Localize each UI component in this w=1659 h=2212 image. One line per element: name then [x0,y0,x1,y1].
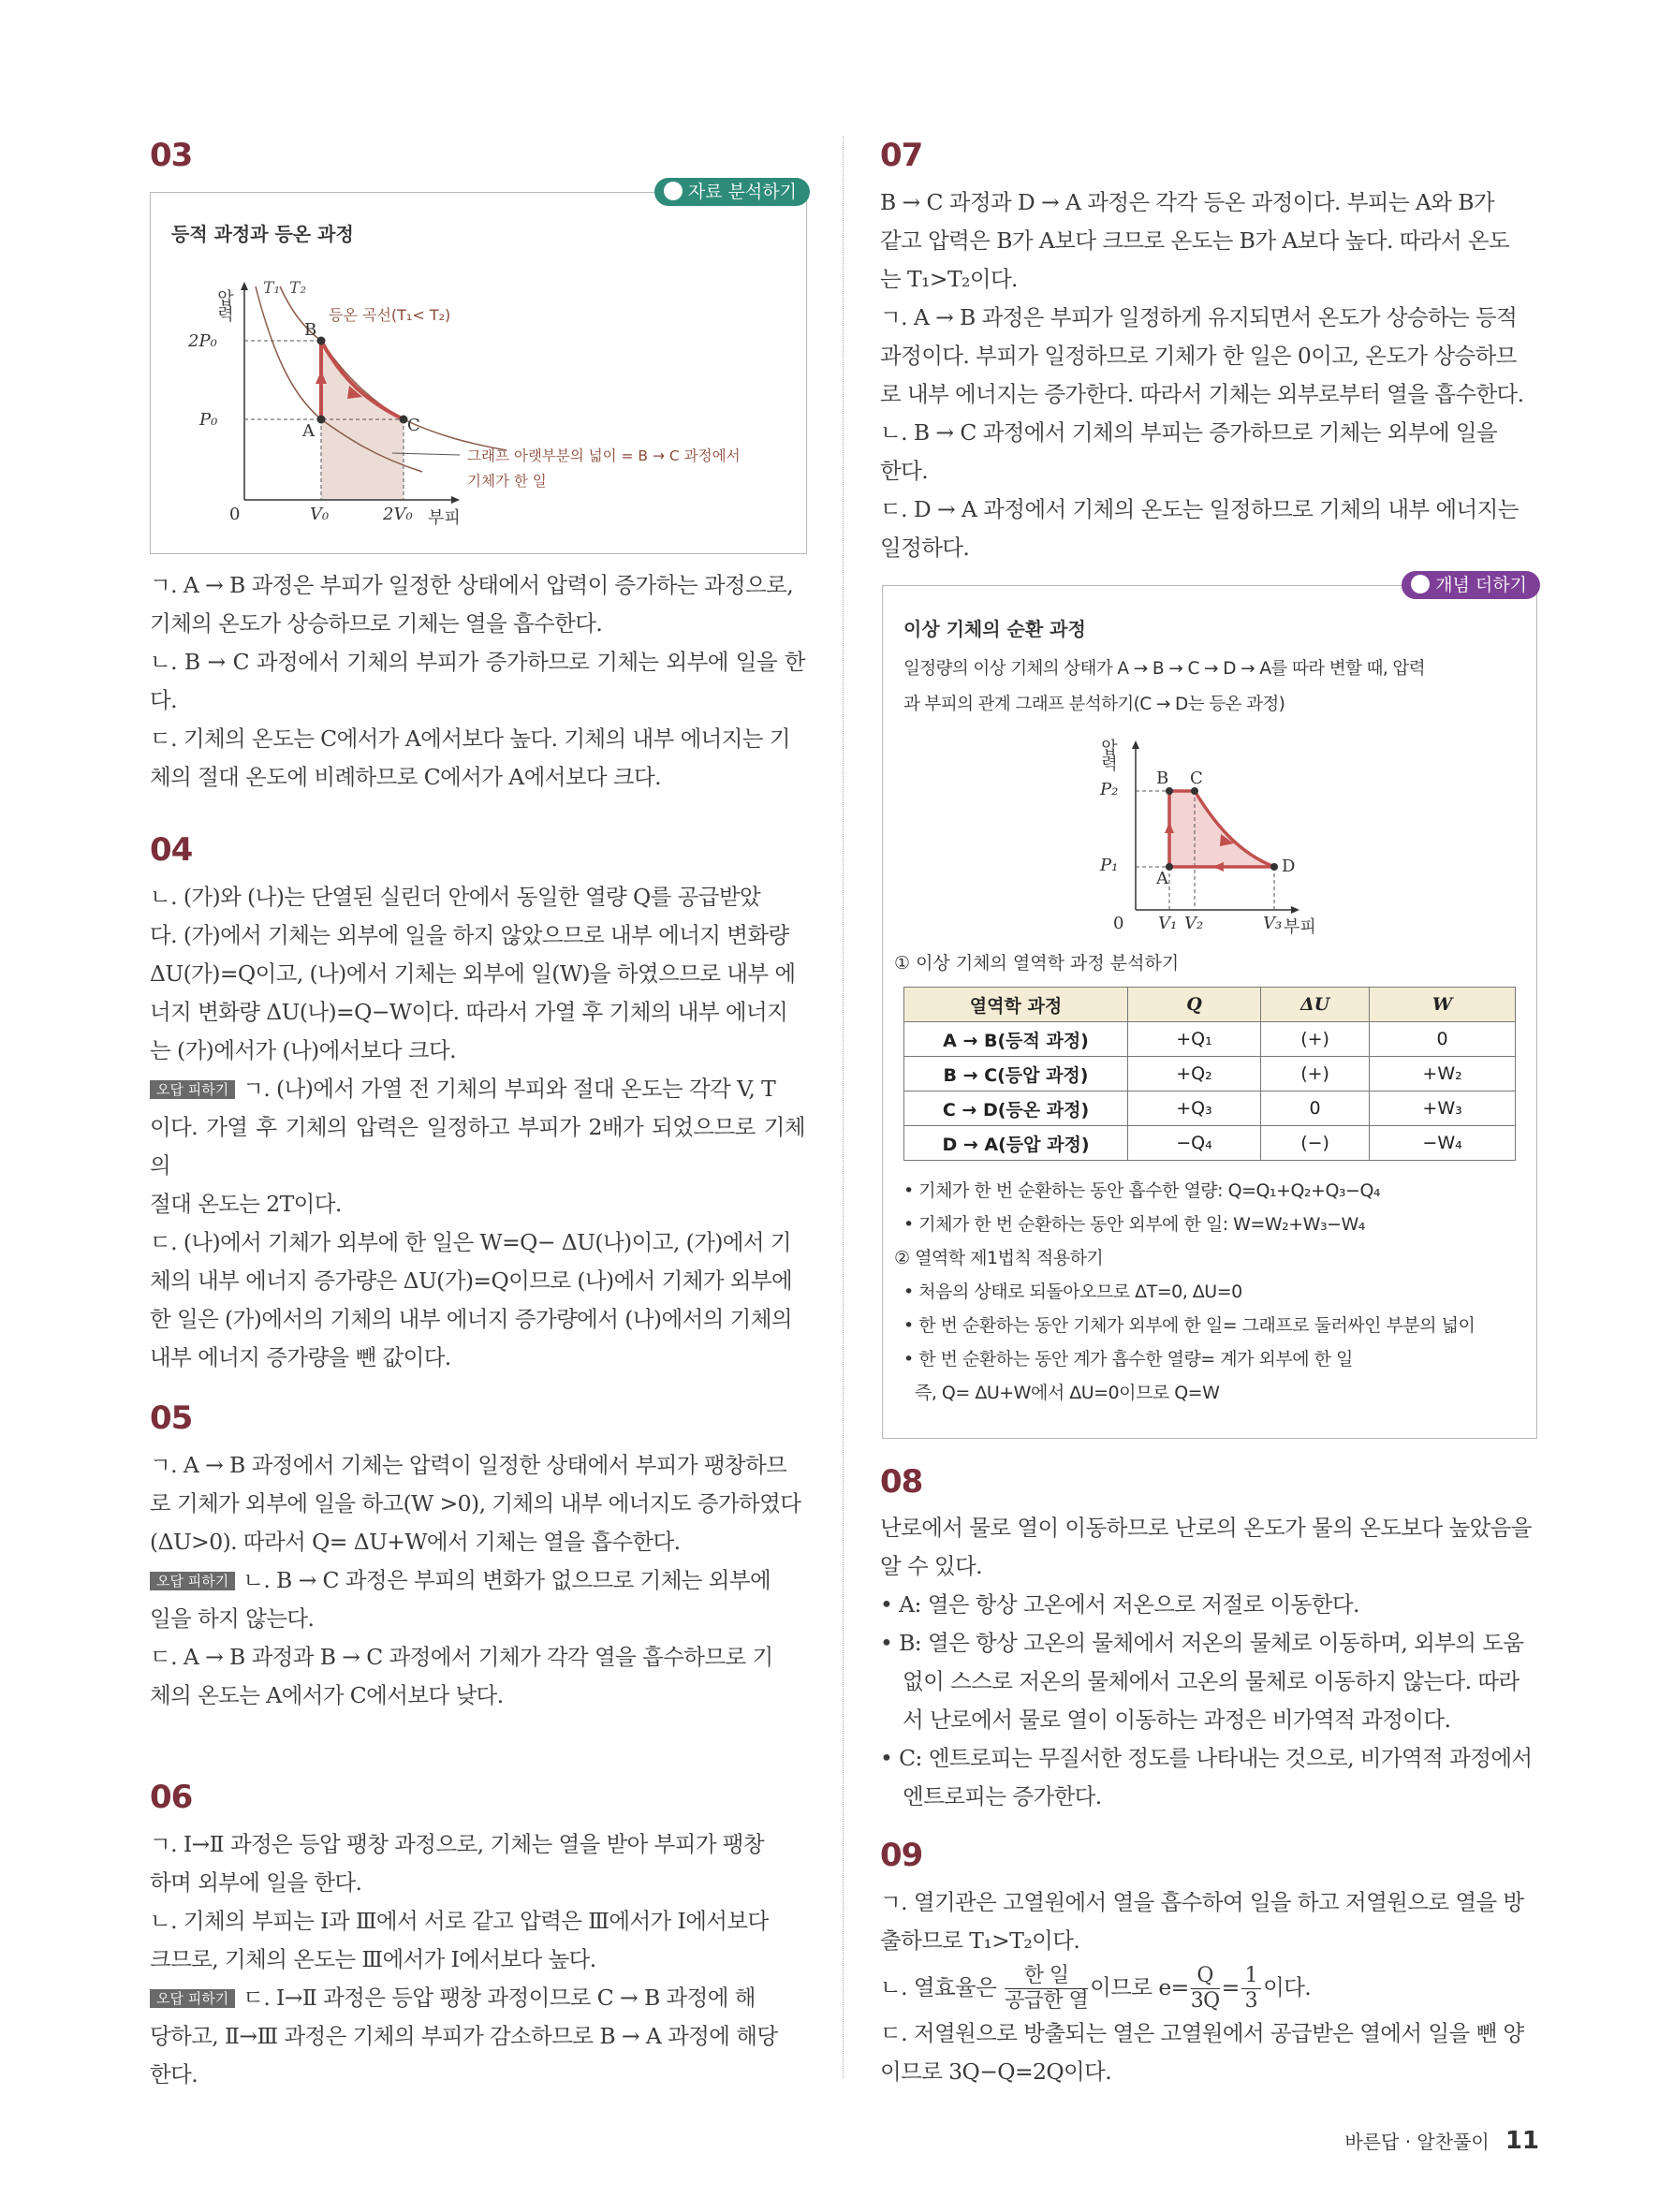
q07-xlabel: 부피 [1284,917,1316,937]
q07-tick-v3: V₃ [1263,914,1283,933]
q03-tick-2p0: 2P₀ [188,331,217,351]
q03-answer [150,566,805,797]
q04-line-2: 다. (가)에서 기체는 외부에 일을 하지 않았으므로 내부 에너지 변화량 [150,922,789,948]
q07-line-3: 는 T₁>T₂이다. [880,266,1018,292]
q08-line-4: • B: 열은 항상 고온의 물체에서 저온의 물체로 이동하며, 외부의 도움 [880,1630,1524,1656]
q05-line-2: 로 기체가 외부에 일을 하고(W >0), 기체의 내부 에너지도 증가하였다 [150,1490,801,1516]
q07-point-d [1270,863,1278,871]
q09-line-3: ㄴ. 열효율은 $\frac{\text{한 일}}{\text{공급한 열}}$ 이므로 e= $\frac{Q}{3Q}$ = $\frac{1}{3}$ 이다. [880,1964,1312,2013]
q05-line-7: 체의 온도는 A에서가 C에서보다 낮다. [150,1682,504,1708]
q09-fraction-q: $\frac{Q}{3Q}$ [1190,1964,1220,2013]
q07-th-q: Q [1128,988,1261,1022]
page-footer [1344,2127,1539,2155]
q07-line-6: 로 내부 에너지는 증가한다. 따라서 기체는 외부로부터 열을 흡수한다. [880,381,1524,407]
q06-line-3: ㄴ. 기체의 부피는 Ⅰ과 Ⅲ에서 서로 같고 압력은 Ⅲ에서가 Ⅰ에서보다 [150,1908,769,1934]
q03-box-title: 등적 과정과 등온 과정 [171,223,354,245]
list-item: • 기체가 한 번 순환하는 동안 흡수한 열량: Q=Q₁+Q₂+Q₃−Q₄ [903,1180,1381,1201]
q03-shaded-region [321,341,404,500]
q09-answer [880,1883,1535,2091]
q03-point-a [317,416,326,424]
q07-bullets1 [903,1174,1380,1241]
q09-number: 09 [880,1837,923,1874]
q05-number: 05 [150,1399,193,1437]
footer-label: 바른답 · 알찬풀이 [1344,2131,1490,2153]
q03-pv-graph [151,193,806,553]
q03-label-c: C [407,416,420,435]
q05-answer [150,1446,805,1715]
q07-line-4: ㄱ. A → B 과정은 부피가 일정하게 유지되면서 온도가 상승하는 등적 [880,304,1518,330]
q03-label-a: A [302,421,315,441]
q07-ylabel: 압력 [1101,739,1118,774]
q09-line-1: ㄱ. 열기관은 고열원에서 열을 흡수하여 일을 하고 저열원으로 열을 방 [880,1889,1524,1915]
q03-annotation-line2: 기체가 한 일 [467,473,547,490]
q07-label-a: A [1156,869,1168,888]
q06-answer [150,1825,805,2094]
q03-y-arrow [241,282,248,290]
q04-line-12: 내부 에너지 증가량을 뺀 값이다. [150,1344,451,1370]
q04-line-7: 이다. 가열 후 기체의 압력은 일정하고 부피가 2배가 되었으므로 기체의 [150,1114,805,1179]
q05-badge: 오답 피하기 [150,1572,235,1590]
q05-line-1: ㄱ. A → B 과정에서 기체는 압력이 일정한 상태에서 부피가 팽창하므 [150,1452,787,1478]
q06-number: 06 [150,1779,193,1816]
list-item: • 기체가 한 번 순환하는 동안 외부에 한 일: W=W₂+W₃−W₄ [903,1214,1365,1235]
q03-origin: 0 [229,505,241,524]
q03-x-arrow [451,496,460,504]
q08-line-6: 서 난로에서 물로 열이 이동하는 과정은 비가역적 과정이다. [903,1707,1451,1733]
q08-line-8: 엔트로피는 증가한다. [903,1783,1102,1809]
q08-line-3: • A: 열은 항상 고온에서 저온으로 저절로 이동한다. [880,1591,1359,1618]
q04-line-1: ㄴ. (가)와 (나)는 단열된 실린더 안에서 동일한 열량 Q를 공급받았 [150,884,761,910]
q03-point-b [317,337,326,345]
q06-line-2: 하며 외부에 일을 한다. [150,1869,362,1896]
q04-number: 04 [150,831,193,869]
q07-line-7: ㄴ. B → C 과정에서 기체의 부피는 증가하므로 기체는 외부에 일을 [880,419,1498,446]
q04-line-8: 절대 온도는 2T이다. [150,1191,342,1217]
q07-table-header [904,988,1516,1022]
q07-th-w: W [1370,988,1516,1022]
q06-badge: 오답 피하기 [150,1989,235,2008]
q06-line-5: 오답 피하기 ㄷ. Ⅰ→Ⅱ 과정은 등압 팽창 과정이므로 C → B 과정에 해 [150,1979,805,2017]
q04-badge: 오답 피하기 [150,1080,235,1099]
q07-tag: 개념 더하기 [1402,571,1540,599]
q07-th-process: 열역학 과정 [904,988,1128,1022]
q09-line-5: 이므로 3Q−Q=2Q이다. [880,2058,1112,2085]
q07-process-table [903,987,1516,1161]
q06-line-1: ㄱ. Ⅰ→Ⅱ 과정은 등압 팽창 과정으로, 기체는 열을 받아 부피가 팽창 [150,1831,765,1857]
q04-line-11: 한 일은 (가)에서의 기체의 내부 에너지 증가량에서 (나)에서의 기체의 [150,1306,792,1332]
table-row: B → C(등압 과정) +Q₂ (+) +W₂ [904,1057,1516,1091]
q03-number: 03 [150,137,193,174]
table-row: A → B(등적 과정) +Q₁ (+) 0 [904,1022,1516,1057]
q09-fraction-efficiency: $\frac{\text{한 일}}{\text{공급한 열}}$ [1005,1964,1089,2013]
q04-line-5: 는 (가)에서가 (나)에서보다 크다. [150,1037,456,1063]
q03-tick-p0: P₀ [199,410,218,430]
q07-tick-v2: V₂ [1184,914,1204,933]
q05-line-4: 오답 피하기 ㄴ. B → C 과정은 부피의 변화가 없으므로 기체는 외부에 [150,1561,805,1600]
q03-curve-note: 등온 곡선(T₁< T₂) [329,306,451,324]
q07-line-8: 한다. [880,458,929,484]
list-item: 즉, Q= ΔU+W에서 ΔU=0이므로 Q=W [915,1383,1220,1403]
table-row: D → A(등압 과정) −Q₄ (−) −W₄ [904,1126,1516,1161]
q07-box-title: 이상 기체의 순환 과정 [903,618,1086,640]
q03-label-t1: T₁ [263,279,281,298]
q07-box-intro-2: 과 부피의 관계 그래프 분석하기(C → D는 등온 과정) [903,695,1285,714]
q07-label-d: D [1282,857,1296,876]
q07-tick-v1: V₁ [1158,914,1178,933]
q07-bullets2 [903,1275,1475,1410]
q07-label-c: C [1190,769,1203,788]
q07-x-arrow [1291,906,1299,914]
q07-box-intro-1: 일정량의 이상 기체의 상태가 A → B → C → D → A를 따라 변할 때, 압력 [903,659,1425,679]
q08-line-2: 알 수 있다. [880,1553,983,1579]
q03-ylabel: 압력 [217,289,234,325]
column-divider [843,136,844,2078]
q04-line-4: 너지 변화량 ΔU(나)=Q−W이다. 따라서 가열 후 기체의 내부 에너지 [150,999,788,1025]
q07-line-5: 과정이다. 부피가 일정하므로 기체가 한 일은 0이고, 온도가 상승하므 [880,343,1517,369]
q07-concept-box [882,575,1537,1439]
q03-tick-2v0: 2V₀ [383,505,413,524]
q05-line-6: ㄷ. A → B 과정과 B → C 과정에서 기체가 각각 열을 흡수하므로 기 [150,1644,773,1670]
q08-line-5: 없이 스스로 저온의 물체에서 고온의 물체로 이동하지 않는다. 따라 [903,1668,1520,1694]
q03-label-b: B [304,320,317,340]
q07-number: 07 [880,137,923,174]
q03-label-t2: T₂ [289,279,307,298]
q07-label-b: B [1156,769,1169,788]
q05-line-3: (ΔU>0). 따라서 Q= ΔU+W에서 기체는 열을 흡수한다. [150,1529,681,1555]
q03-line-3: ㄴ. B → C 과정에서 기체의 부피가 증가하므로 기체는 외부에 일을 한다. [150,649,805,713]
q04-answer [150,878,805,1377]
list-item: • 한 번 순환하는 동안 기체가 외부에 한 일= 그래프로 둘러싸인 부분의 넓이 [903,1315,1475,1336]
list-item: • 한 번 순환하는 동안 계가 흡수한 열량= 계가 외부에 한 일 [903,1349,1353,1370]
q03-annotation [467,444,741,494]
q03-line-2: 기체의 온도가 상승하므로 기체는 열을 흡수한다. [150,610,603,637]
q03-line-4: ㄷ. 기체의 온도는 C에서가 A에서보다 높다. 기체의 내부 에너지는 기 [150,725,790,752]
q05-line-5: 일을 하지 않는다. [150,1605,315,1632]
q03-line-1: ㄱ. A → B 과정은 부피가 일정한 상태에서 압력이 증가하는 과정으로, [150,572,794,598]
q07-line-2: 같고 압력은 B가 A보다 크므로 온도는 B가 A보다 높다. 따라서 온도 [880,227,1510,254]
page-number: 11 [1505,2127,1539,2155]
q04-line-3: ΔU(가)=Q이고, (나)에서 기체는 외부에 일(W)을 하였으므로 내부 에 [150,960,796,987]
q07-origin: 0 [1113,914,1124,933]
q07-line-10: 일정하다. [880,535,970,561]
q07-line-1: B → C 과정과 D → A 과정은 각각 등온 과정이다. 부피는 A와 B가 [880,189,1494,215]
q03-annotation-line1: 그래프 아랫부분의 넓이 = B → C 과정에서 [467,447,741,464]
q07-y-arrow [1132,740,1139,749]
q03-data-box [150,182,807,554]
q03-tag: 자료 분석하기 [654,178,810,206]
q08-answer [880,1509,1535,1816]
q03-xlabel: 부피 [428,508,461,528]
q07-answer [880,183,1535,567]
q09-line-2: 출하므로 T₁>T₂이다. [880,1927,1080,1954]
q09-line-4: ㄷ. 저열원으로 방출되는 열은 고열원에서 공급받은 열에서 일을 뺀 양 [880,2020,1524,2046]
q08-number: 08 [880,1463,923,1501]
q04-line-6: 오답 피하기 ㄱ. (나)에서 가열 전 기체의 부피와 절대 온도는 각각 V, T [150,1070,805,1108]
q07-tick-p2: P₂ [1100,780,1119,799]
q06-line-7: 한다. [150,2061,198,2087]
q07-th-du: ΔU [1261,988,1370,1022]
q07-point-b [1166,787,1173,795]
q04-line-9: ㄷ. (나)에서 기체가 외부에 한 일은 W=Q− ΔU(나)이고, (가)에서 기 [150,1229,791,1255]
q07-sub1: ① 이상 기체의 열역학 과정 분석하기 [894,953,1180,974]
q08-line-7: • C: 엔트로피는 무질서한 정도를 나타내는 것으로, 비가역적 과정에서 [880,1745,1533,1771]
list-item: • 처음의 상태로 되돌아오므로 ΔT=0, ΔU=0 [903,1282,1242,1302]
table-row: C → D(등온 과정) +Q₃ 0 +W₃ [904,1091,1516,1126]
q07-tick-p1: P₁ [1100,856,1119,875]
q07-point-c [1191,787,1198,795]
q06-line-6: 당하고, Ⅱ→Ⅲ 과정은 기체의 부피가 감소하므로 B → A 과정에 해당 [150,2023,778,2049]
q04-line-10: 체의 내부 에너지 증가량은 ΔU(가)=Q이므로 (나)에서 기체가 외부에 [150,1267,793,1294]
q09-fraction-third: $\frac{1}{3}$ [1241,1964,1261,2014]
q03-line-5: 체의 절대 온도에 비례하므로 C에서가 A에서보다 크다. [150,764,661,790]
q08-line-1: 난로에서 물로 열이 이동하므로 난로의 온도가 물의 온도보다 높았음을 [880,1515,1532,1541]
q07-line-9: ㄷ. D → A 과정에서 기체의 온도는 일정하므로 기체의 내부 에너지는 [880,496,1519,522]
q06-line-4: 크므로, 기체의 온도는 Ⅲ에서가 Ⅰ에서보다 높다. [150,1946,596,1972]
q03-tick-v0: V₀ [310,505,330,524]
q07-sub2: ② 열역학 제1법칙 적용하기 [894,1248,1104,1268]
